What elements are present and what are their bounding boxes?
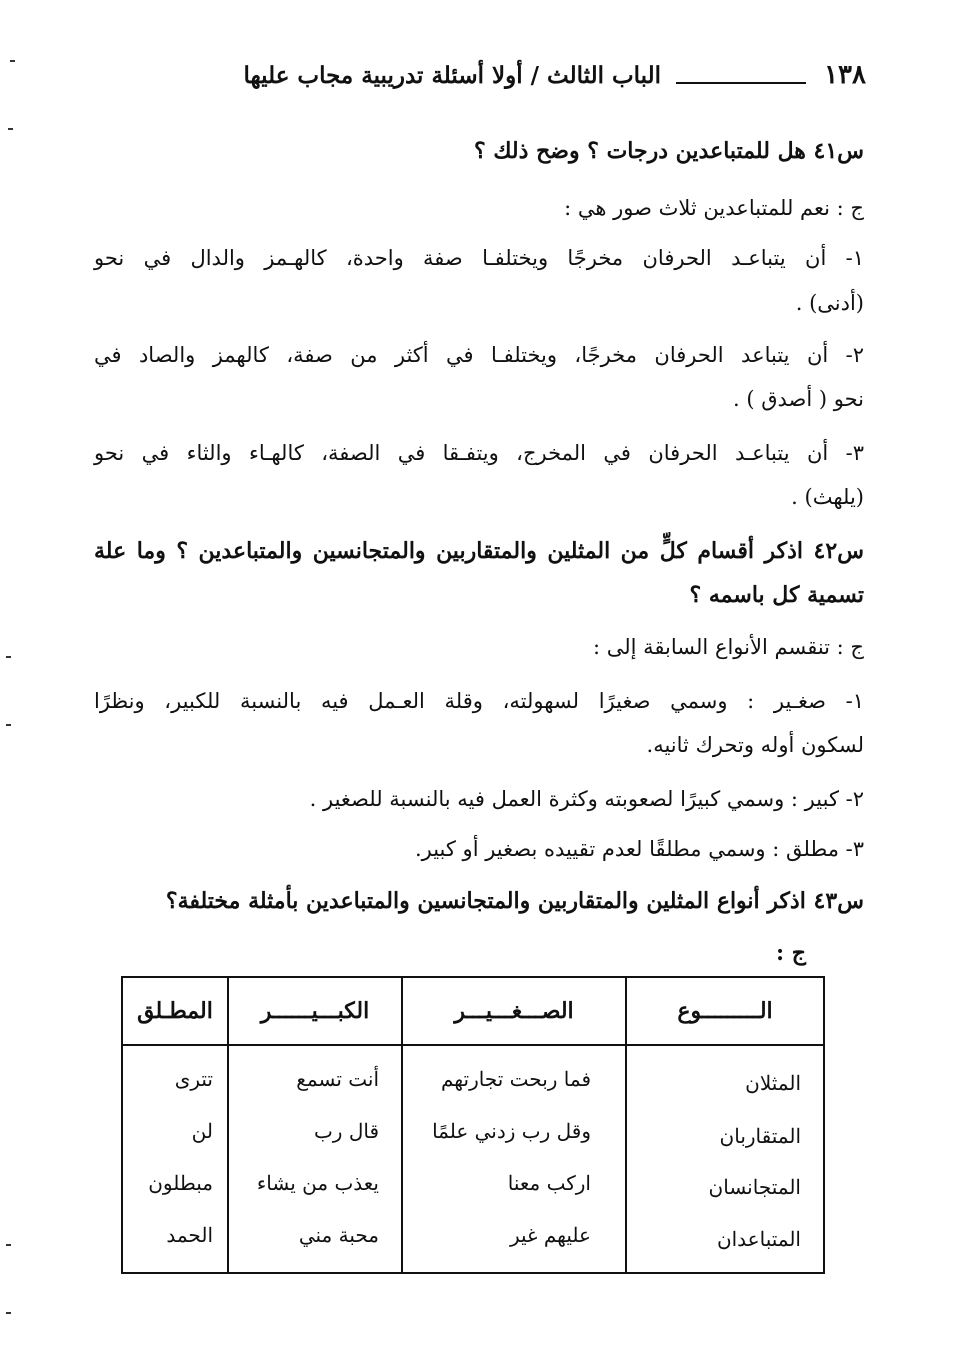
answer-43-label: ج : (776, 940, 806, 966)
header-big: الكبـــيــــــر (229, 978, 401, 1046)
table-cell: أنت تسمع (296, 1067, 379, 1091)
header-absolute: المطـلق (123, 978, 227, 1046)
column-big (227, 978, 401, 1272)
question-41: س٤١ هل للمتباعدين درجات ؟ وضح ذلك ؟ (474, 138, 864, 164)
table-cell: وقل رب زدني علمًا (432, 1119, 591, 1143)
answer-42-item-1-line-2: لسكون أوله وتحرك ثانيه. (646, 733, 864, 757)
answer-41-item-3-line-1: ٣- أن يتباعـد الحرفان في المخرج، ويتفـقا في الصفة، كالهـاء والثاء في نحو (94, 441, 864, 465)
examples-table (121, 976, 825, 1274)
answer-41-item-3-line-2: (يلهث) . (791, 485, 864, 509)
table-cell: مبطلون (148, 1171, 213, 1195)
running-header (86, 56, 866, 96)
question-43: س٤٣ اذكر أنواع المثلين والمتقاربين والمتجانسين والمتباعدين بأمثلة مختلفة؟ (165, 888, 864, 914)
scan-mark (6, 724, 11, 726)
answer-42-item-3: ٣- مطلق : وسمي مطلقًا لعدم تقييده بصغير أو كبير. (414, 837, 864, 861)
answer-41-item-1-line-2: (أدنى) . (795, 291, 864, 315)
table-cell: المتقاربان (719, 1124, 801, 1148)
answer-42-item-2: ٢- كبير : وسمي كبيرًا لصعوبته وكثرة العمل فيه بالنسبة للصغير . (309, 787, 864, 811)
table-cell: يعذب من يشاء (256, 1171, 379, 1195)
column-type (625, 978, 823, 1272)
table-cell: اركب معنا (507, 1171, 591, 1195)
question-42-line-1: س٤٢ اذكر أقسام كلٍّ من المثلين والمتقاربين والمتجانسين والمتباعدين ؟ وما علة (94, 538, 864, 564)
table-cell: المتجانسان (708, 1175, 801, 1199)
page-number: ١٣٨ (824, 60, 866, 90)
header-small: الصـــغـــيـــر (403, 978, 625, 1046)
scan-mark (8, 128, 13, 130)
scan-mark (10, 60, 15, 62)
column-absolute (123, 978, 227, 1272)
answer-42-intro: ج : تنقسم الأنواع السابقة إلى : (593, 635, 864, 659)
scan-mark (6, 1244, 11, 1246)
answer-42-item-1-line-1: ١- صغـير : وسمي صغيرًا لسهولته، وقلة العـمل فيه بالنسبة للكبير، ونظرًا (94, 689, 864, 713)
question-42-line-2: تسمية كل باسمه ؟ (689, 582, 864, 608)
scan-mark (6, 656, 11, 658)
table-cell: لن (191, 1119, 213, 1143)
answer-41-item-1-line-1: ١- أن يتباعـد الحرفان مخرجًا ويختلفـا صفة واحدة، كالهـمز والدال في نحو (94, 246, 864, 270)
scan-mark (6, 1312, 11, 1314)
table-cell: عليهم غير (509, 1223, 591, 1247)
column-small (401, 978, 625, 1272)
header-rule (676, 82, 806, 84)
answer-41-item-2-line-1: ٢- أن يتباعد الحرفان مخرجًا، ويختلفـا في أكثر من صفة، كالهمز والصاد في (94, 343, 864, 367)
table-cell: قال رب (313, 1119, 379, 1143)
header-title: الباب الثالث / أولا أسئلة تدريبية مجاب عليها (243, 62, 661, 89)
header-type: الـــــــــوع (627, 978, 823, 1046)
table-cell: تترى (174, 1067, 213, 1091)
table-cell: محبة مني (298, 1223, 379, 1247)
answer-41-item-2-line-2: نحو ( أصدق ) . (733, 387, 864, 411)
table-cell: المتباعدان (716, 1227, 801, 1251)
table-cell: الحمد (166, 1223, 213, 1247)
table-cell: المثلان (745, 1071, 801, 1095)
answer-41-intro: ج : نعم للمتباعدين ثلاث صور هي : (564, 196, 864, 220)
table-cell: فما ربحت تجارتهم (440, 1067, 591, 1091)
